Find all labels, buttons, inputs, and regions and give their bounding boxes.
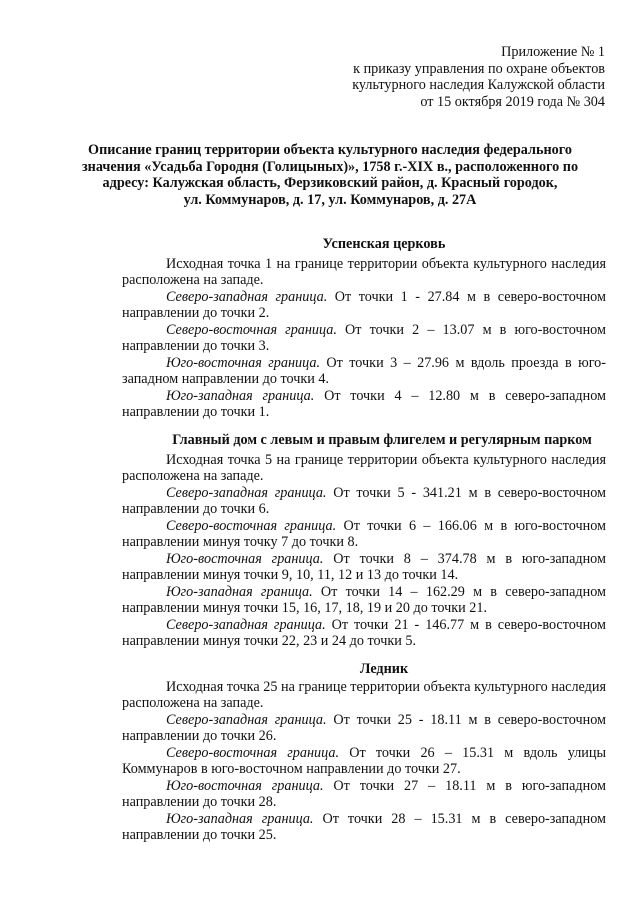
title-line: значения «Усадьба Городня (Голицыных)», 1758 г.-XIX в., расположенного по	[81, 158, 579, 175]
boundary-label: Юго-восточная граница.	[166, 551, 324, 567]
paragraph-text: От точки 28 – 15.31 м в северо-западном направлении до точки 25.	[122, 811, 606, 843]
section-main-house	[122, 432, 606, 649]
paragraph	[122, 452, 606, 484]
boundary-label: Северо-западная граница.	[166, 617, 326, 633]
paragraph-text: От точки 8 – 374.78 м в юго-западном направлении минуя точки 9, 10, 11, 12 и 13 до точки 14.	[122, 551, 606, 583]
appendix-number: Приложение № 1	[501, 44, 605, 60]
paragraph-text: От точки 26 – 15.31 м вдоль улицы Коммунаров в юго-восточном направлении до точки 27.	[122, 745, 606, 777]
paragraph	[122, 617, 606, 649]
paragraph	[122, 355, 606, 387]
paragraph-text: Исходная точка 5 на границе территории объекта культурного наследия расположена на западе.	[122, 452, 606, 484]
boundary-label: Северо-восточная граница.	[166, 745, 340, 761]
appendix-header	[352, 44, 605, 110]
paragraph	[122, 322, 606, 354]
section-title: Главный дом с левым и правым флигелем и регулярным парком	[172, 432, 592, 448]
paragraph	[122, 811, 606, 843]
paragraph-text: От точки 2 – 13.07 м в юго-восточном направлении до точки 3.	[122, 322, 606, 354]
boundary-label: Северо-западная граница.	[166, 712, 327, 728]
boundary-label: Северо-западная граница.	[166, 485, 327, 501]
document-title	[80, 142, 580, 208]
section-title: Успенская церковь	[322, 236, 446, 252]
title-line: ул. Коммунаров, д. 17, ул. Коммунаров, д. 27А	[183, 191, 477, 208]
boundary-label: Юго-западная граница.	[166, 811, 314, 827]
boundary-label: Юго-восточная граница.	[166, 778, 324, 794]
boundary-label: Юго-западная граница.	[166, 388, 315, 404]
paragraph	[122, 388, 606, 420]
paragraph-text: От точки 14 – 162.29 м в северо-западном направлении минуя точки 15, 16, 17, 18, 19 и 20 до точки 21.	[122, 584, 606, 616]
paragraph-text: От точки 3 – 27.96 м вдоль проезда в юго-западном направлении до точки 4.	[122, 355, 606, 387]
paragraph	[122, 551, 606, 583]
paragraph-text: Исходная точка 25 на границе территории объекта культурного наследия расположена на западе.	[122, 679, 606, 711]
section-uspenskaya-church	[122, 236, 606, 420]
section-title: Ледник	[359, 661, 409, 677]
paragraph	[122, 712, 606, 744]
title-line: адресу: Калужская область, Ферзиковский район, д. Красный городок,	[102, 175, 558, 191]
paragraph	[122, 289, 606, 321]
paragraph-text: От точки 27 – 18.11 м в юго-западном направлении до точки 28.	[122, 778, 606, 810]
section-icehouse	[122, 661, 606, 843]
order-reference-line1: к приказу управления по охране объектов	[353, 60, 605, 77]
paragraph	[122, 745, 606, 777]
boundary-label: Юго-западная граница.	[166, 584, 313, 600]
title-line: Описание границ территории объекта культурного наследия федерального	[88, 142, 572, 158]
boundary-label: Северо-восточная граница.	[166, 322, 337, 338]
paragraph	[122, 778, 606, 810]
paragraph	[122, 256, 606, 288]
order-date: от 15 октября 2019 года № 304	[420, 93, 605, 110]
boundary-label: Северо-восточная граница.	[166, 518, 337, 534]
paragraph	[122, 584, 606, 616]
paragraph-text: От точки 21 - 146.77 м в северо-восточном направлении минуя точки 22, 23 и 24 до точки 5.	[122, 617, 606, 649]
document-body	[122, 236, 606, 852]
paragraph-text: От точки 1 - 27.84 м в северо-восточном направлении до точки 2.	[122, 289, 606, 321]
paragraph-text: Исходная точка 1 на границе территории объекта культурного наследия расположена на западе.	[122, 256, 606, 288]
boundary-label: Юго-восточная граница.	[166, 355, 321, 371]
paragraph-text: От точки 4 – 12.80 м в северо-западном направлении до точки 1.	[122, 388, 607, 420]
paragraph	[122, 679, 606, 711]
paragraph-text: От точки 5 - 341.21 м в северо-восточном направлении до точки 6.	[122, 485, 606, 517]
paragraph	[122, 518, 606, 550]
paragraph	[122, 485, 606, 517]
paragraph-text: От точки 25 - 18.11 м в северо-восточном направлении до точки 26.	[122, 712, 607, 744]
boundary-label: Северо-западная граница.	[166, 289, 328, 305]
order-reference-line2: культурного наследия Калужской области	[352, 77, 605, 93]
paragraph-text: От точки 6 – 166.06 м в юго-восточном направлении минуя точку 7 до точки 8.	[122, 518, 606, 550]
